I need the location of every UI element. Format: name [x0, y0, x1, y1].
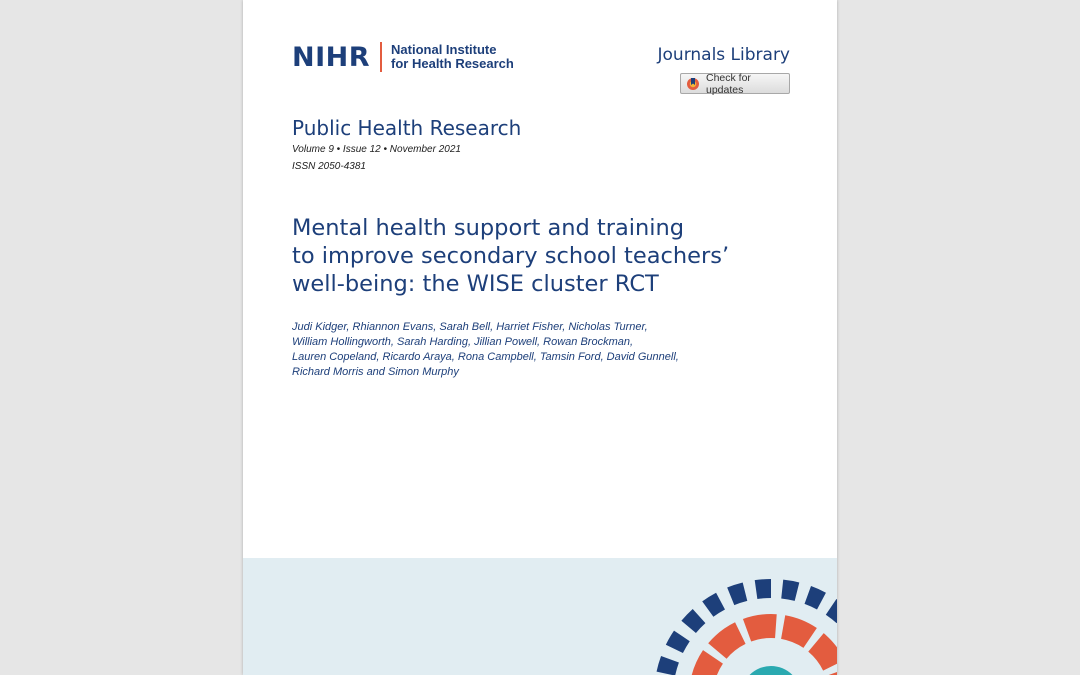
logo-text [391, 43, 514, 71]
journals-library-label: Journals Library [657, 45, 790, 65]
outer-ring-segment [755, 579, 771, 599]
logo-line-2: for Health Research [391, 56, 514, 71]
decorative-rings-graphic [243, 558, 837, 675]
journal-title: Public Health Research [292, 116, 522, 140]
mid-ring-segment [708, 622, 745, 658]
outer-ring-segment [702, 593, 725, 617]
check-for-updates-label: Check for updates [706, 71, 751, 96]
issue-line: Volume 9 • Issue 12 • November 2021 [292, 144, 461, 155]
article-title-line-1: Mental health support and training [292, 215, 685, 241]
issn: ISSN 2050-4381 [292, 161, 366, 172]
authors-line-2: William Hollingworth, Sarah Harding, Jillian Powell, Rowan Brockman, [292, 336, 634, 348]
outer-ring-segment [805, 586, 826, 609]
authors-line-3: Lauren Copeland, Ricardo Araya, Rona Campbell, Tamsin Ford, David Gunnell, [292, 351, 679, 363]
check-for-updates-button[interactable] [680, 73, 790, 94]
mid-ring-segment [781, 615, 817, 648]
authors-line-4: Richard Morris and Simon Murphy [292, 366, 459, 378]
outer-ring-segment [657, 656, 679, 675]
check-for-updates-icon [686, 77, 700, 91]
document-page [243, 0, 837, 675]
outer-ring-segment [781, 580, 799, 601]
outer-ring-segment [826, 599, 837, 623]
logo-mark: NIHR [292, 41, 371, 73]
nihr-logo [292, 42, 514, 72]
article-title-line-3: well-being: the WISE cluster RCT [292, 271, 659, 297]
article-title [292, 214, 732, 298]
logo-divider [380, 42, 382, 72]
teal-center-circle [741, 666, 801, 675]
outer-ring-segment [727, 582, 747, 605]
outer-ring-segment [681, 609, 705, 633]
logo-line-1: National Institute [391, 42, 497, 57]
authors-list [292, 320, 692, 380]
mid-ring-segment [690, 650, 723, 675]
decorative-band [243, 558, 837, 675]
mid-ring-segment [743, 614, 777, 641]
mid-ring-segment [826, 668, 837, 675]
mid-ring-segment [808, 633, 837, 670]
authors-line-1: Judi Kidger, Rhiannon Evans, Sarah Bell, Harriet Fisher, Nicholas Turner, [292, 321, 648, 333]
article-title-line-2: to improve secondary school teachers’ [292, 243, 730, 269]
outer-ring-segment [666, 631, 690, 653]
